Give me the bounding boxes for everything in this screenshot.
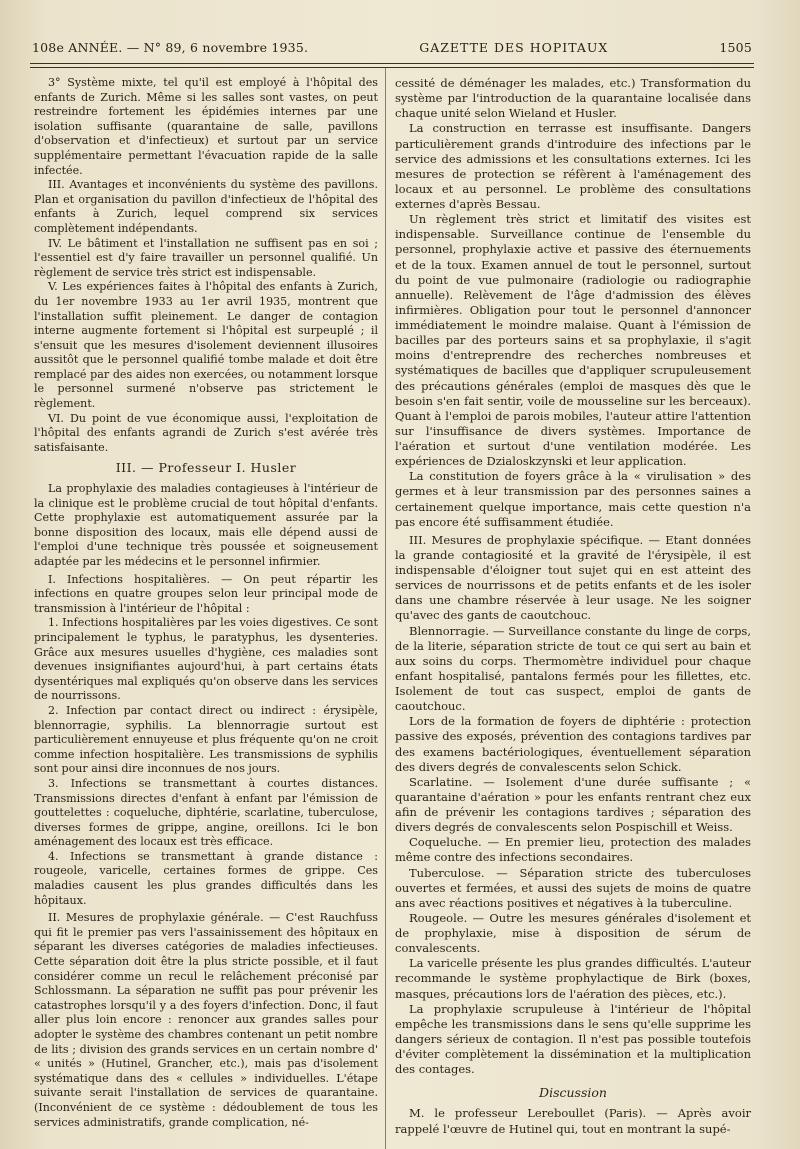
paragraph: Lors de la formation de foyers de diphtérie : protection passive des exposés, prévention des contagions tardives par des examens bactériologiques, éventuellement séparation des divers degrés de convalescents selon Schick.: [395, 714, 751, 774]
paragraph: Tuberculose. — Séparation stricte des tuberculoses ouvertes et fermées, et aussi des sujets de moins de quatre ans avec réactions positives et négatives à la tuberculine.: [395, 865, 751, 910]
paragraph: M. le professeur Lereboullet (Paris). — Après avoir rappelé l'œuvre de Hutinel qui, tout en montrant la supé-: [395, 1106, 751, 1136]
paragraph: 3° Système mixte, tel qu'il est employé à l'hôpital des enfants de Zurich. Même si les salles sont vastes, on peut restreindre fortement les épidémies internes par une isolation suffisante (quarantaine de salle, pavillons d'observation et d'infectieux) et surtout par un service supplémentaire permettant l'évacuation rapide de la salle infectée.: [34, 76, 378, 177]
right-column: [395, 76, 751, 1137]
paragraph: Scarlatine. — Isolement d'une durée suffisante ; « quarantaine d'aération » pour les enfants rentrant chez eux afin de prévenir les contagions tardives ; séparation des divers degrés de convalescents selon Pospischill et Weiss.: [395, 774, 751, 835]
paragraph: La constitution de foyers grâce à la « virulisation » des germes et à leur transmission par des personnes saines a certainement quelque importance, mais cette question n'a pas encore été suffisamment étudiée.: [395, 469, 751, 529]
paragraph: Blennorragie. — Surveillance constante du linge de corps, de la literie, séparation stricte de tout ce qui sert au bain et aux soins du corps. Thermomètre individuel pour chaque enfant hospitalisé, pantalons fermés pour les fillettes, etc. Isolement de tout cas suspect, emploi de gants de caoutchouc.: [395, 623, 751, 714]
paragraph: III. Avantages et inconvénients du système des pavillons. Plan et organisation du pavillon d'infectieux de l'hôpital des enfants à Zurich, lequel comprend six services complètement indépendants.: [34, 178, 378, 235]
left-column: [34, 76, 378, 1137]
paragraph: VI. Du point de vue économique aussi, l'exploitation de l'hôpital des enfants agrandi de Zurich s'est avérée très satisfaisante.: [34, 411, 378, 454]
paragraph: 2. Infection par contact direct ou indirect : érysipèle, blennorragie, syphilis. La blennorragie surtout est particulièrement ennuyeuse et plus fréquente qu'on ne croit comme infection hospitalière. Les transmissions de syphilis sont pour ainsi dire inconnues de nos jours.: [34, 703, 378, 776]
paragraph: La construction en terrasse est insuffisante. Dangers particulièrement grands d'introduire des infections par le service des admissions et les consultations externes. Ici les mesures de protection se réfèrent à l'aménagement des locaux et au personnel. Le problème des consultations externes d'après Bessau.: [395, 121, 751, 211]
page-header: [32, 40, 752, 62]
section-heading: III. — Professeur I. Husler: [115, 460, 297, 476]
paragraph: III. Mesures de prophylaxie spécifique. — Etant données la grande contagiosité et la gravité de l'érysipèle, il est indispensable d'éloigner tout sujet qui en est atteint des services de nourrissons et de petits enfants et de les isoler dans une chambre réservée à leur usage. Ne les soigner qu'avec des gants de caoutchouc.: [395, 532, 751, 623]
journal-title: GAZETTE DES HOPITAUX: [419, 40, 609, 55]
paragraph: I. Infections hospitalières. — On peut répartir les infections en quatre groupes selon leur principal mode de transmission à l'intérieur de l'hôpital :: [34, 572, 378, 615]
header-rule-double: [30, 67, 754, 68]
header-rule: [30, 63, 754, 64]
issue-info: 108e ANNÉE. — N° 89, 6 novembre 1935.: [32, 40, 309, 55]
paragraph: 4. Infections se transmettant à grande distance : rougeole, varicelle, certaines formes de grippe. Ces maladies causent les plus grandes difficultés dans les hôpitaux.: [34, 849, 378, 907]
paragraph: Rougeole. — Outre les mesures générales d'isolement et de prophylaxie, mise à disposition de sérum de convalescents.: [395, 910, 751, 956]
paragraph: La prophylaxie des maladies contagieuses à l'intérieur de la clinique est le problème crucial de tout hôpital d'enfants. Cette prophylaxie est automatiquement assurée par la bonne disposition des locaux, mais elle dépend aussi de l'emploi d'une technique très poussée et soigneusement adaptée par les médecins et le personnel infirmier.: [34, 482, 378, 568]
paragraph: 3. Infections se transmettant à courtes distances. Transmissions directes d'enfant à enfant par l'émission de gouttelettes : coqueluche, diphtérie, scarlatine, tuberculose, diverses formes de grippe, angine, oreillons. Ici le bon aménagement des locaux est très efficace.: [34, 776, 378, 849]
paragraph: La varicelle présente les plus grandes difficultés. L'auteur recommande le système prophylactique de Birk (boxes, masques, précautions lors de l'aération des pièces, etc.).: [395, 956, 751, 1001]
paragraph: Un règlement très strict et limitatif des visites est indispensable. Surveillance continue de l'ensemble du personnel, prophylaxie active et passive des éternuements et de la toux. Examen annuel de tout le personnel, surtout du point de vue pulmonaire (radiologie ou radiographie annuelle). Relèvement de l'âge d'admission des élèves infirmières. Obligation pour tout le personnel d'annoncer immédiatement le moindre malaise. Quant à l'émission de bacilles par des porteurs sains et sa prophylaxie, il s'agit moins d'entreprendre des recherches nombreuses et systématiques de bacilles que d'appliquer scrupuleusement des précautions générales (emploi de masques dès que le besoin s'en fait sentir, voile de mousseline sur les berceaux). Quant à l'emploi de parois mobiles, l'auteur attire l'attention sur l'insuffisance de divers systèmes. Importance de l'aération et surtout d'une ventilation modérée. Les expériences de Dzialoskzynski et leur application.: [395, 212, 751, 469]
paragraph: IV. Le bâtiment et l'installation ne suffisent pas en soi ; l'essentiel est d'y faire travailler un personnel qualifié. Un règlement de service très strict est indispensable.: [34, 236, 378, 279]
column-divider: [385, 68, 386, 1149]
paragraph: V. Les expériences faites à l'hôpital des enfants à Zurich, du 1er novembre 1933 au 1er avril 1935, montrent que l'installation suffit pleinement. Le danger de contagion interne augmente fortement si l'hôpital est surpeuplé ; il s'ensuit que les mesures d'isolement deviennent illusoires aussitôt que le personnel qualifié tombe malade et doit être remplacé par des aides non exercées, ou notamment lorsque le personnel surmené n'observe pas strictement le règlement.: [34, 280, 378, 411]
paragraph: cessité de déménager les malades, etc.) Transformation du système par l'introduction de la quarantaine localisée dans chaque unité selon Wieland et Husler.: [395, 76, 751, 121]
page-number: 1505: [719, 40, 752, 55]
paragraph: Coqueluche. — En premier lieu, protection des malades même contre des infections secondaires.: [395, 835, 751, 865]
paragraph: II. Mesures de prophylaxie générale. — C'est Rauchfuss qui fit le premier pas vers l'assainissement des hôpitaux en séparant les diverses catégories de maladies infectieuses. Cette séparation doit être la plus stricte possible, et il faut considérer comme un recul le relâchement préconisé par Schlossmann. La séparation ne suffit pas pour prévenir les catastrophes lorsqu'il y a des foyers d'infection. Donc, il faut aller plus loin encore : renoncer aux grandes salles pour adopter le système des chambres contenant un petit nombre de lits ; division des grands services en un certain nombre d' « unités » (Hutinel, Grancher, etc.), mais pas d'isolement systématique dans des « cellules » individuelles. L'étape suivante serait l'installation de services de quarantaine. (Inconvénient de ce système : dédoublement de tous les services administratifs, grande complication, né-: [34, 911, 378, 1129]
paragraph: La prophylaxie scrupuleuse à l'intérieur de l'hôpital empêche les transmissions dans le sens qu'elle supprime les dangers sérieux de contagion. Il n'est pas possible toutefois d'éviter complètement la dissémination et la multiplication des contages.: [395, 1001, 751, 1077]
paragraph: 1. Infections hospitalières par les voies digestives. Ce sont principalement le typhus, le paratyphus, les dysenteries. Grâce aux mesures usuelles d'hygiène, ces maladies sont devenues insignifiantes aujourd'hui, à part certains états dysentériques mal expliqués qu'on observe dans les services de nourrissons.: [34, 616, 378, 703]
discussion-heading: Discussion: [539, 1085, 607, 1101]
